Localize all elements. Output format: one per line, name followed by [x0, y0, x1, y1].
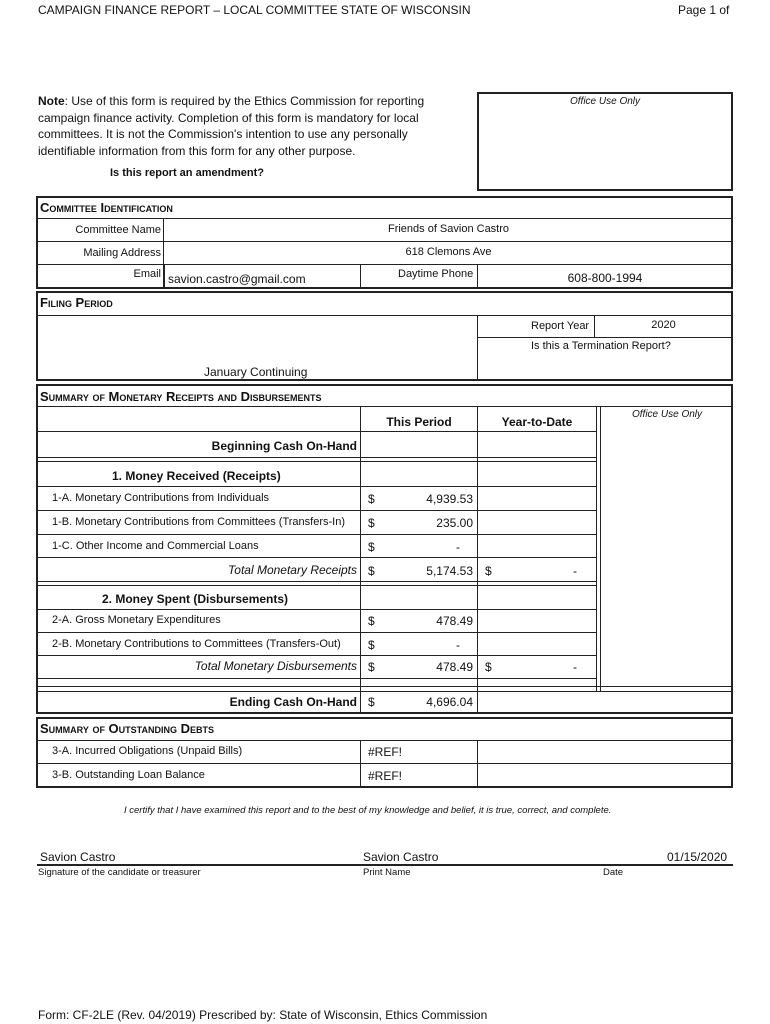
row-1a-label: 1-A. Monetary Contributions from Individuals [52, 492, 270, 504]
note-line-4: identifiable information from this form for any other purpose. [38, 143, 356, 158]
row-1c-currency: $ [368, 540, 375, 554]
phone-value[interactable]: 608-800-1994 [567, 271, 643, 285]
date-label: Date [603, 867, 624, 878]
committee-name-label: Committee Name [75, 224, 161, 236]
row-1b-label: 1-B. Monetary Contributions from Committees (Transfers-In) [52, 516, 346, 528]
print-name-label: Print Name [363, 867, 411, 878]
summary-section-title: Summary of Monetary Receipts and Disbursements [40, 389, 322, 404]
row-1b-value[interactable]: 235.00 [436, 516, 473, 530]
total-receipts-ytd-value[interactable]: - [573, 564, 577, 578]
page-number: Page 1 of [678, 3, 730, 17]
row-2b-currency: $ [368, 638, 375, 652]
date-value[interactable]: 01/15/2020 [667, 850, 728, 864]
ending-cash-value[interactable]: 4,696.04 [426, 695, 473, 709]
signature-value[interactable]: Savion Castro [40, 850, 116, 864]
filing-period-value[interactable]: January Continuing [204, 365, 308, 379]
row-2a-value[interactable]: 478.49 [436, 614, 473, 628]
total-disbursements-ytd-value[interactable]: - [573, 660, 577, 674]
email-label: Email [133, 268, 161, 280]
filing-section [36, 291, 733, 381]
amendment-question: Is this report an amendment? [110, 167, 265, 179]
row-3b-value[interactable]: #REF! [368, 769, 403, 783]
money-spent-heading: 2. Money Spent (Disbursements) [102, 592, 289, 606]
row-3b-label: 3-B. Outstanding Loan Balance [52, 769, 205, 781]
print-name-value[interactable]: Savion Castro [363, 850, 439, 864]
certification-statement: I certify that I have examined this report and to the best of my knowledge and belief, it is true, correct, and complete. [124, 805, 612, 816]
mailing-address-value[interactable]: 618 Clemons Ave [405, 246, 492, 258]
row-2b-label: 2-B. Monetary Contributions to Committees (Transfers-Out) [52, 638, 341, 650]
beginning-cash-label: Beginning Cash On-Hand [211, 439, 357, 453]
note-label: Note [38, 94, 65, 108]
total-receipts-ytd-currency: $ [485, 564, 492, 578]
ending-cash-currency: $ [368, 695, 375, 709]
office-use-box [477, 92, 733, 191]
row-1a-value[interactable]: 4,939.53 [426, 492, 473, 506]
col-year-to-date: Year-to-Date [501, 415, 573, 429]
total-receipts-value[interactable]: 5,174.53 [426, 564, 473, 578]
total-disbursements-value[interactable]: 478.49 [436, 660, 473, 674]
report-year-value[interactable]: 2020 [651, 319, 676, 331]
committee-section-title: Committee Identification [40, 200, 173, 215]
report-year-label: Report Year [531, 320, 590, 332]
note-line-3: committees. It is not the Commission's intention to use any personally [38, 127, 408, 141]
row-1a-currency: $ [368, 492, 375, 506]
row-2a-currency: $ [368, 614, 375, 628]
email-value: savion.castro@gmail.com [168, 272, 306, 286]
ending-cash-label: Ending Cash On-Hand [229, 695, 357, 709]
row-3a-label: 3-A. Incurred Obligations (Unpaid Bills) [52, 745, 243, 757]
privacy-note [38, 93, 468, 159]
signature-label: Signature of the candidate or treasurer [38, 867, 201, 878]
filing-section-title: Filing Period [40, 295, 113, 310]
form-footer: Form: CF-2LE (Rev. 04/2019) Prescribed by: State of Wisconsin, Ethics Commission [38, 1008, 488, 1022]
debts-section-title: Summary of Outstanding Debts [40, 721, 214, 736]
total-disbursements-label: Total Monetary Disbursements [194, 659, 357, 673]
summary-office-use-label: Office Use Only [631, 409, 703, 420]
total-receipts-currency: $ [368, 564, 375, 578]
row-1c-value[interactable]: - [456, 540, 460, 554]
total-disbursements-ytd-currency: $ [485, 660, 492, 674]
office-use-label: Office Use Only [569, 96, 641, 107]
col-this-period: This Period [386, 415, 452, 429]
total-receipts-label: Total Monetary Receipts [228, 563, 357, 577]
termination-question: Is this a Termination Report? [531, 340, 671, 352]
row-1c-label: 1-C. Other Income and Commercial Loans [52, 540, 259, 552]
mailing-address-label: Mailing Address [83, 247, 161, 259]
row-1b-currency: $ [368, 516, 375, 530]
email-field[interactable] [164, 264, 361, 288]
row-2a-label: 2-A. Gross Monetary Expenditures [52, 614, 221, 626]
money-received-heading: 1. Money Received (Receipts) [112, 469, 281, 483]
note-line-1: : Use of this form is required by the Ethics Commission for reporting [64, 94, 425, 108]
form-title: CAMPAIGN FINANCE REPORT – LOCAL COMMITTEE STATE OF WISCONSIN [38, 3, 471, 17]
total-disbursements-currency: $ [368, 660, 375, 674]
note-line-2: campaign finance activity. Completion of this form is mandatory for local [38, 110, 419, 125]
row-3a-value[interactable]: #REF! [368, 745, 403, 759]
committee-name-value[interactable]: Friends of Savion Castro [387, 223, 510, 235]
phone-label: Daytime Phone [398, 268, 474, 280]
row-2b-value[interactable]: - [456, 638, 460, 652]
